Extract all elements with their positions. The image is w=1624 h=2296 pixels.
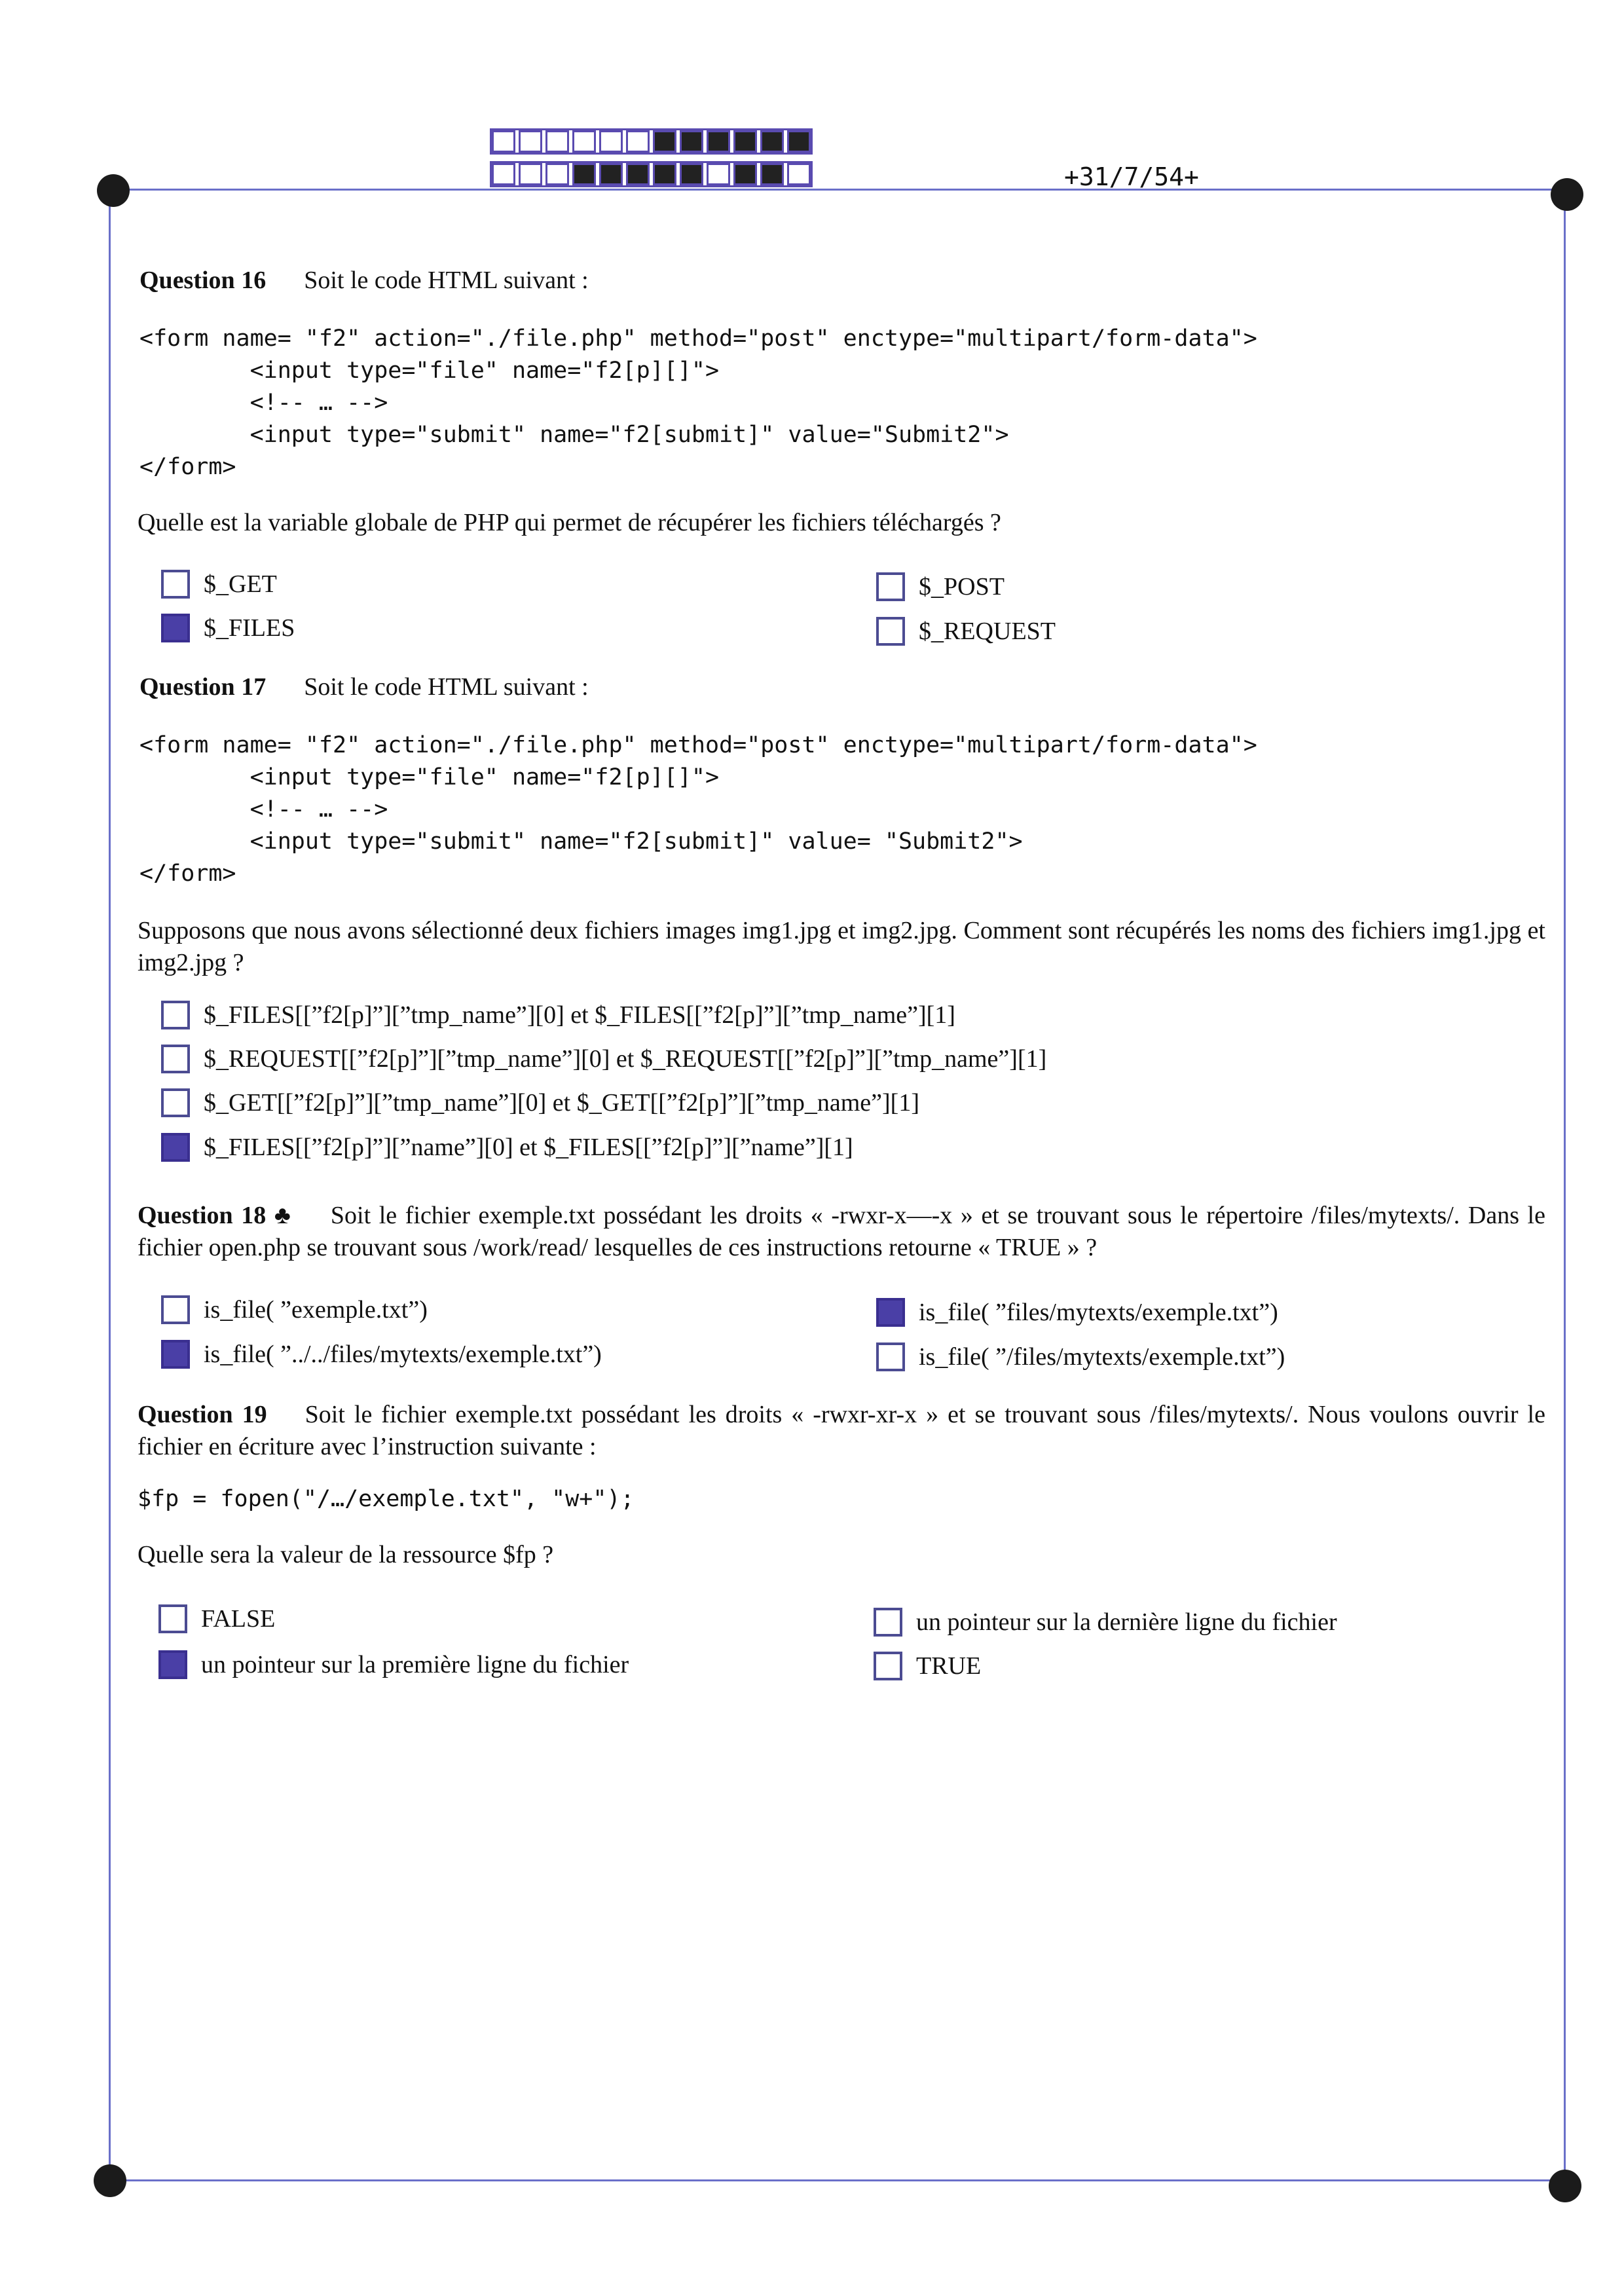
checkbox[interactable] bbox=[161, 1001, 190, 1029]
frame-top-line bbox=[110, 189, 1565, 191]
checkbox[interactable] bbox=[161, 1088, 190, 1117]
question-16-code bbox=[139, 323, 1257, 483]
answer-option[interactable] bbox=[158, 1650, 629, 1679]
checkbox-checked[interactable] bbox=[161, 1340, 190, 1369]
code-line: <!-- … --> bbox=[139, 796, 388, 823]
id-barcode-row-2 bbox=[490, 161, 813, 187]
code-line: <form name= "f2" action="./file.php" method="post" enctype="multipart/form-data"> bbox=[139, 325, 1257, 352]
option-label: is_file( ”/files/mytexts/exemple.txt”) bbox=[919, 1343, 1285, 1371]
answer-option[interactable] bbox=[161, 1001, 955, 1029]
code-line: <input type="submit" name="f2[submit]" value= "Submit2"> bbox=[139, 828, 1023, 855]
corner-mark-bottom-right bbox=[1549, 2170, 1581, 2202]
option-label: $_GET bbox=[204, 570, 277, 598]
option-label: $_FILES[[”f2[p]”][”name”][0] et $_FILES[[”f2[p]”][”name”][1] bbox=[204, 1134, 853, 1161]
option-label: is_file( ”files/mytexts/exemple.txt”) bbox=[919, 1299, 1278, 1326]
checkbox[interactable] bbox=[158, 1604, 187, 1633]
option-label: is_file( ”../../files/mytexts/exemple.txt”) bbox=[204, 1341, 602, 1368]
option-label: is_file( ”exemple.txt”) bbox=[204, 1296, 428, 1324]
answer-option[interactable] bbox=[874, 1652, 981, 1680]
frame-bottom-line bbox=[110, 2179, 1565, 2181]
option-label: $_FILES bbox=[204, 614, 295, 642]
id-barcode-row-1 bbox=[490, 128, 813, 155]
page-id: +31/7/54+ bbox=[1064, 162, 1199, 191]
checkbox[interactable] bbox=[161, 1045, 190, 1073]
checkbox[interactable] bbox=[161, 1295, 190, 1324]
code-line: $fp = fopen("/…/exemple.txt", "w+"); bbox=[138, 1486, 635, 1512]
checkbox[interactable] bbox=[876, 617, 905, 646]
option-label: FALSE bbox=[201, 1605, 276, 1633]
checkbox[interactable] bbox=[874, 1608, 902, 1637]
question-title: Question 18 ♣ bbox=[138, 1202, 293, 1229]
answer-option[interactable] bbox=[158, 1604, 275, 1633]
option-label: $_GET[[”f2[p]”][”tmp_name”][0] et $_GET[[”f2[p]”][”tmp_name”][1] bbox=[204, 1089, 919, 1117]
option-label: TRUE bbox=[916, 1652, 982, 1680]
question-title: Question 19 bbox=[138, 1401, 267, 1428]
answer-option[interactable] bbox=[876, 1342, 1285, 1371]
question-19-code bbox=[138, 1483, 635, 1515]
corner-mark-bottom-left bbox=[94, 2164, 126, 2197]
code-line: <!-- … --> bbox=[139, 390, 388, 416]
question-16-prompt: Quelle est la variable globale de PHP qui permet de récupérer les fichiers téléchargés ? bbox=[138, 509, 1001, 536]
code-line: </form> bbox=[139, 861, 236, 887]
answer-option[interactable] bbox=[874, 1608, 1337, 1637]
question-intro: Soit le code HTML suivant : bbox=[304, 673, 589, 701]
checkbox[interactable] bbox=[876, 572, 905, 601]
frame-right-line bbox=[1564, 190, 1566, 2181]
corner-mark-top-left bbox=[97, 174, 130, 207]
option-label: $_POST bbox=[919, 573, 1005, 601]
question-title: Question 16 bbox=[139, 267, 267, 294]
answer-option[interactable] bbox=[161, 1295, 428, 1324]
checkbox-checked[interactable] bbox=[161, 614, 190, 642]
question-title: Question 17 bbox=[139, 673, 267, 701]
checkbox[interactable] bbox=[876, 1342, 905, 1371]
question-18-header bbox=[138, 1200, 1552, 1264]
code-line: <input type="file" name="f2[p][]"> bbox=[139, 764, 720, 790]
answer-option[interactable] bbox=[161, 1088, 919, 1117]
corner-mark-top-right bbox=[1551, 178, 1583, 211]
option-label: $_REQUEST[[”f2[p]”][”tmp_name”][0] et $_REQUEST[[”f2[p]”][”tmp_name”][1] bbox=[204, 1045, 1047, 1073]
question-intro: Soit le code HTML suivant : bbox=[304, 267, 589, 294]
checkbox[interactable] bbox=[161, 570, 190, 599]
answer-option[interactable] bbox=[161, 570, 277, 599]
question-19-prompt: Quelle sera la valeur de la ressource $fp ? bbox=[138, 1541, 554, 1568]
question-intro: Soit le fichier exemple.txt possédant les droits « -rwxr-xr-x » et se trouvant sous /files/mytexts/. Nous voulons ouvrir le fichier en écriture avec l’instruction suivante : bbox=[138, 1401, 1545, 1460]
question-16-header bbox=[139, 266, 589, 295]
question-intro: Soit le fichier exemple.txt possédant les droits « -rwxr-x—-x » et se trouvant sous le répertoire /files/mytexts/. Dans le fichier open.php se trouvant sous /work/read/ lesquelles de ces instructions retourne « TRUE » ? bbox=[138, 1202, 1545, 1261]
checkbox-checked[interactable] bbox=[876, 1298, 905, 1327]
option-label: un pointeur sur la première ligne du fichier bbox=[201, 1651, 629, 1678]
checkbox-checked[interactable] bbox=[158, 1650, 187, 1679]
option-label: un pointeur sur la dernière ligne du fichier bbox=[916, 1608, 1337, 1636]
code-line: <input type="file" name="f2[p][]"> bbox=[139, 358, 720, 384]
answer-option[interactable] bbox=[876, 572, 1005, 601]
question-17-header bbox=[139, 673, 589, 701]
option-label: $_FILES[[”f2[p]”][”tmp_name”][0] et $_FILES[[”f2[p]”][”tmp_name”][1] bbox=[204, 1001, 955, 1029]
checkbox-checked[interactable] bbox=[161, 1133, 190, 1162]
frame-left-line bbox=[109, 190, 111, 2181]
answer-option[interactable] bbox=[876, 617, 1056, 646]
question-17-prompt: Supposons que nous avons sélectionné deux fichiers images img1.jpg et img2.jpg. Comment sont récupérés les noms des fichiers img1.jpg et img2.jpg ? bbox=[138, 917, 1545, 976]
answer-option[interactable] bbox=[161, 1133, 853, 1162]
answer-option[interactable] bbox=[161, 1045, 1046, 1073]
code-line: </form> bbox=[139, 454, 236, 480]
checkbox[interactable] bbox=[874, 1652, 902, 1680]
question-19-header bbox=[138, 1399, 1552, 1463]
answer-option[interactable] bbox=[161, 614, 295, 642]
code-line: <form name= "f2" action="./file.php" method="post" enctype="multipart/form-data"> bbox=[139, 732, 1257, 758]
answer-option[interactable] bbox=[161, 1340, 602, 1369]
option-label: $_REQUEST bbox=[919, 618, 1056, 645]
answer-option[interactable] bbox=[876, 1298, 1278, 1327]
code-line: <input type="submit" name="f2[submit]" value="Submit2"> bbox=[139, 422, 1009, 448]
question-17-code bbox=[139, 730, 1257, 890]
